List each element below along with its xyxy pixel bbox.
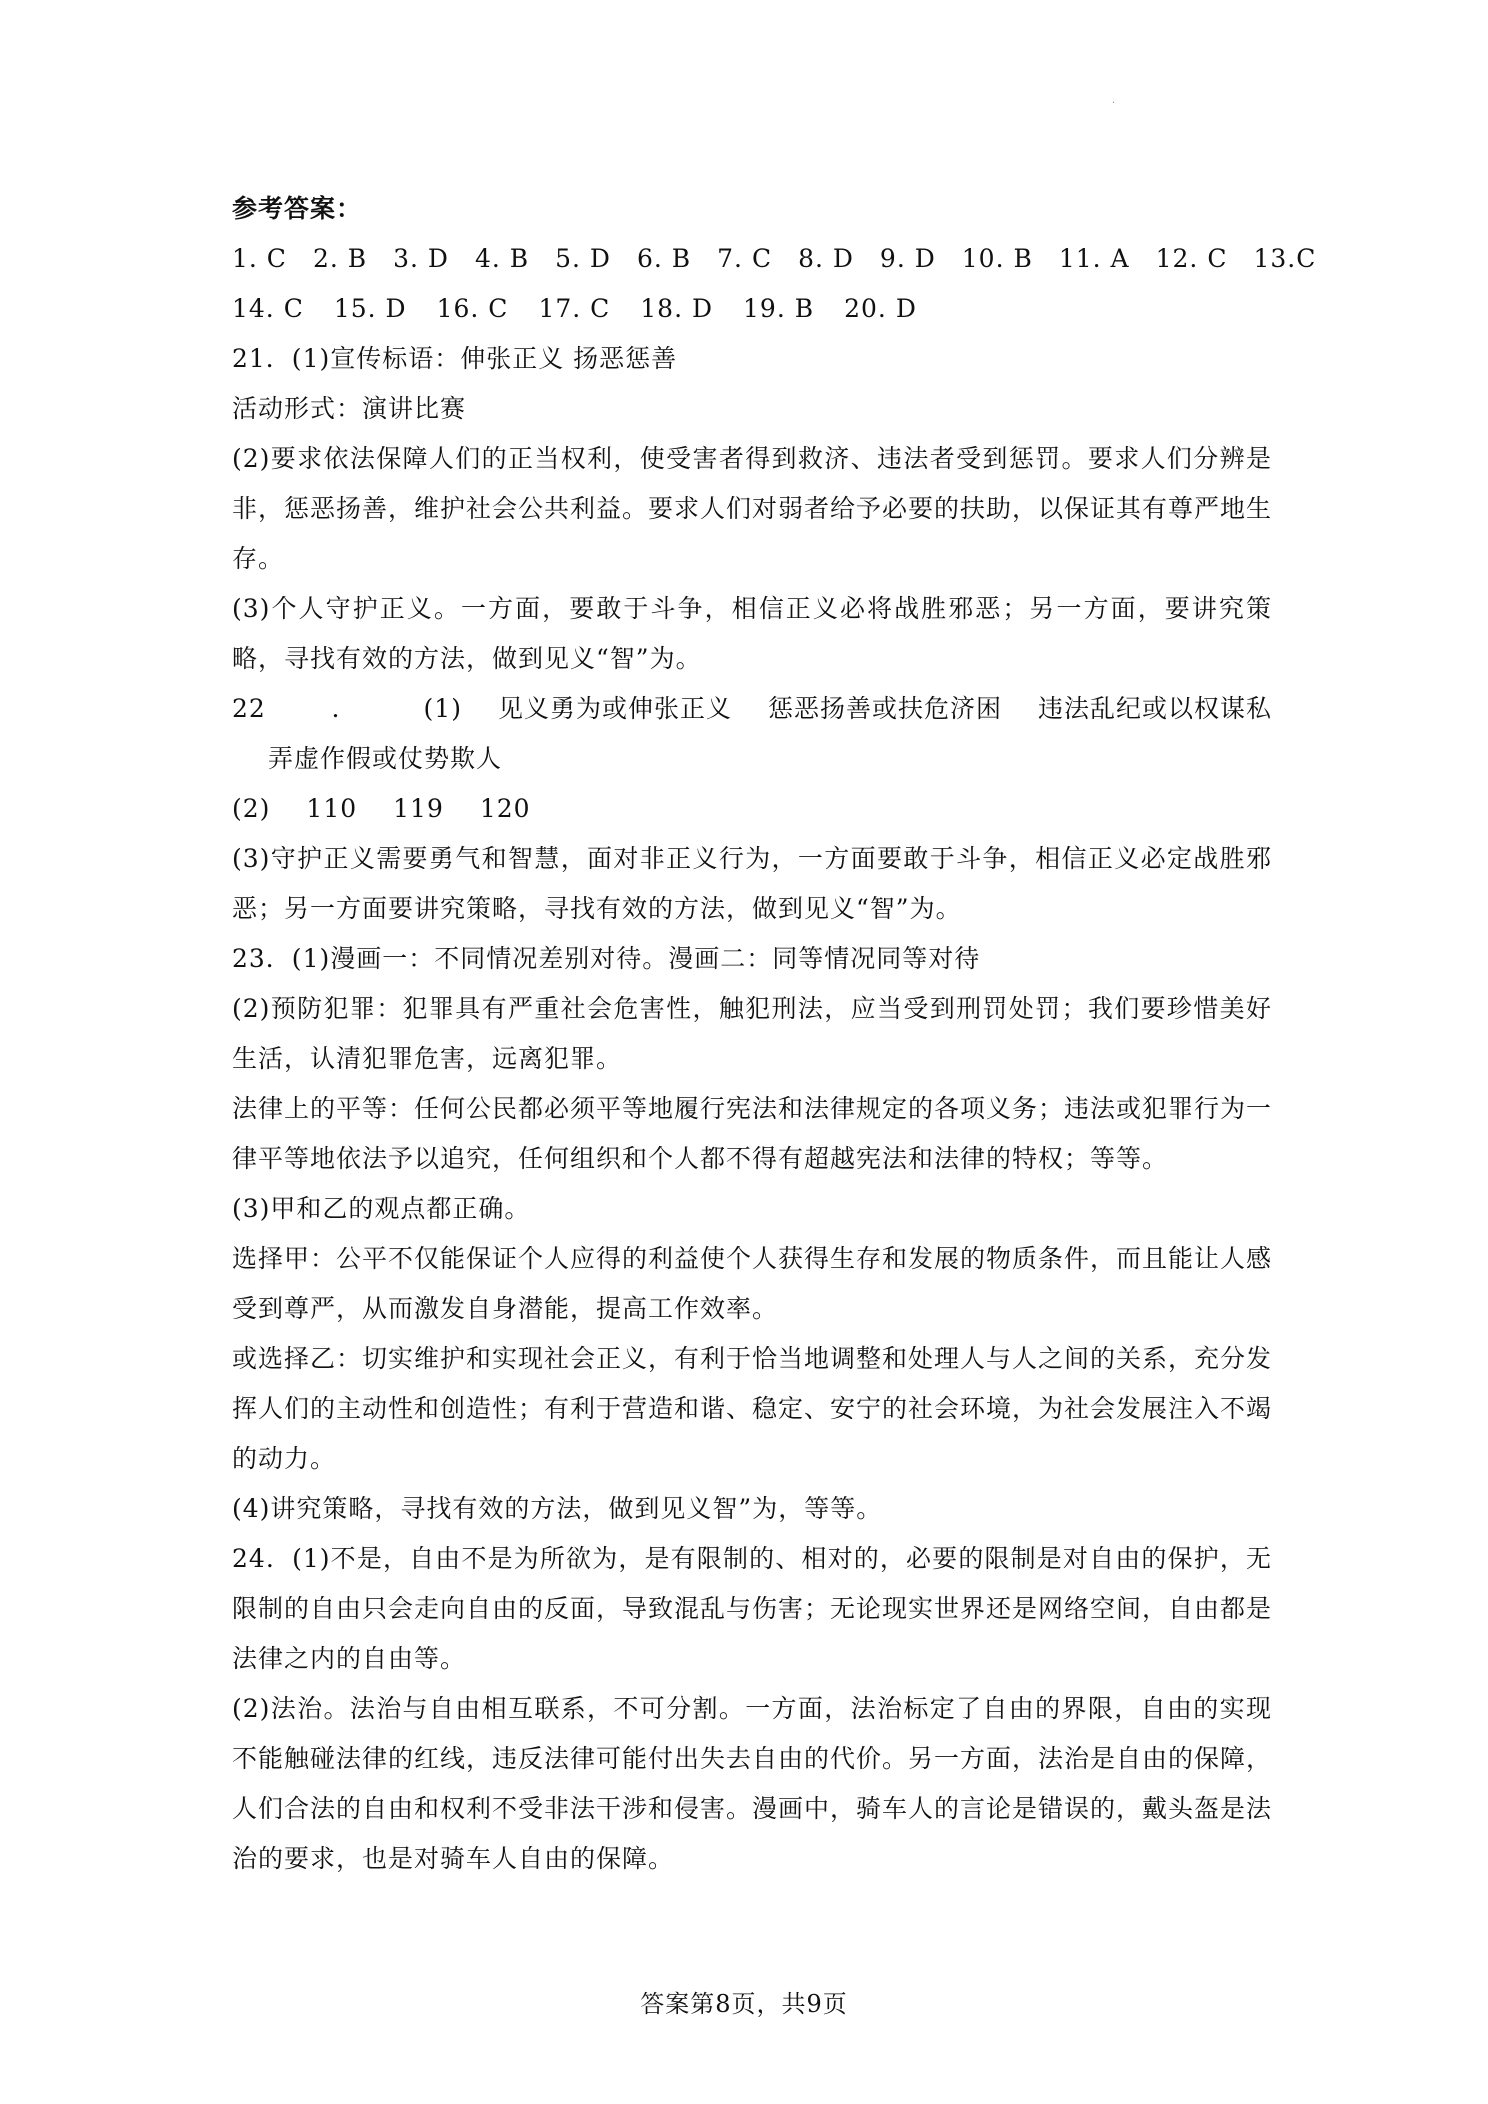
- mcq-answer: 12. C: [1155, 244, 1228, 273]
- mcq-answer: 5. D: [555, 244, 611, 273]
- q23-part2: (2)预防犯罪：犯罪具有严重社会危害性，触犯刑法，应当受到刑罚处罚；我们要珍惜美好生活，认清犯罪危害，远离犯罪。: [232, 994, 1272, 1073]
- q21-part1-activity: 活动形式：演讲比赛: [232, 394, 467, 423]
- mcq-answer: 20. D: [844, 294, 917, 323]
- q23-part3-choice-a: 选择甲：公平不仅能保证个人应得的利益使个人获得生存和发展的物质条件，而且能让人感受到尊严，从而激发自身潜能，提高工作效率。: [232, 1244, 1273, 1323]
- answers-heading: 参考答案：: [232, 194, 363, 223]
- mcq-answer: 3. D: [393, 244, 449, 273]
- q24-part1: 24．(1)不是，自由不是为所欲为，是有限制的、相对的，必要的限制是对自由的保护，无限制的自由只会走向自由的反面，导致混乱与伤害；无论现实世界还是网络空间，自由都是法律之内的自由等。: [232, 1544, 1273, 1673]
- mcq-answer: 1. C: [232, 244, 287, 273]
- q22-part2: [232, 784, 1272, 834]
- q23-part2-equality: 法律上的平等：任何公民都必须平等地履行宪法和法律规定的各项义务；违法或犯罪行为一律平等地依法予以追究，任何组织和个人都不得有超越宪法和法律的特权；等等。: [232, 1094, 1273, 1173]
- mcq-answer: 18. D: [640, 294, 714, 323]
- q22-part1-label: 22．(1): [232, 694, 462, 723]
- q22-part3: (3)守护正义需要勇气和智慧，面对非正义行为，一方面要敢于斗争，相信正义必定战胜邪恶；另一方面要讲究策略，寻找有效的方法，做到见义“智”为。: [232, 844, 1272, 923]
- q23-part1: 23．(1)漫画一：不同情况差别对待。漫画二：同等情况同等对待: [232, 944, 981, 973]
- q22-phone-number: 119: [393, 794, 444, 823]
- q22-blank-answer: 弄虚作假或仗势欺人: [268, 744, 503, 773]
- q23-part4: (4)讲究策略，寻找有效的方法，做到见义智”为，等等。: [232, 1494, 883, 1523]
- mcq-answers-row-2: [232, 284, 1272, 334]
- mcq-answer: 19. B: [743, 294, 815, 323]
- answer-content: [232, 184, 1317, 1884]
- mcq-answer: 4. B: [474, 244, 530, 273]
- scan-dot: ·: [1112, 98, 1116, 109]
- q21-part3: (3)个人守护正义。一方面，要敢于斗争，相信正义必将战胜邪恶；另一方面，要讲究策略，寻找有效的方法，做到见义“智”为。: [232, 594, 1272, 673]
- q23-part3-choice-b: 或选择乙：切实维护和实现社会正义，有利于恰当地调整和处理人与人之间的关系，充分发挥人们的主动性和创造性；有利于营造和谐、稳定、安宁的社会环境，为社会发展注入不竭的动力。: [232, 1344, 1273, 1473]
- mcq-answer: 8. D: [798, 244, 854, 273]
- q22-blank-answer: 违法乱纪或以权谋私: [1037, 694, 1272, 723]
- mcq-answer: 2. B: [312, 244, 368, 273]
- q22-phone-number: 120: [479, 794, 531, 823]
- q22-phone-number: 110: [306, 794, 358, 823]
- mcq-answer: 13.C: [1253, 244, 1317, 273]
- mcq-answer: 9. D: [879, 244, 936, 273]
- mcq-answer: 16. C: [436, 294, 509, 323]
- mcq-answer: 17. C: [538, 294, 611, 323]
- mcq-answers-row-1: [232, 234, 1317, 284]
- q22-blank-answer: 惩恶扬善或扶危济困: [767, 694, 1002, 723]
- mcq-answer: 7. C: [717, 244, 773, 273]
- q22-part1: [232, 684, 1272, 784]
- q23-part3: (3)甲和乙的观点都正确。: [232, 1194, 531, 1223]
- mcq-answer: 10. B: [961, 244, 1033, 273]
- mcq-answer: 15. D: [333, 294, 407, 323]
- page-footer: 答案第8页，共9页: [640, 1990, 848, 2018]
- mcq-answer: 6. B: [636, 244, 692, 273]
- mcq-answer: 14. C: [232, 294, 304, 323]
- q22-blank-answer: 见义勇为或伸张正义: [497, 694, 732, 723]
- q21-part2: (2)要求依法保障人们的正当权利，使受害者得到救济、违法者受到惩罚。要求人们分辨是非，惩恶扬善，维护社会公共利益。要求人们对弱者给予必要的扶助，以保证其有尊严地生存。: [232, 444, 1273, 573]
- q24-part2: (2)法治。法治与自由相互联系，不可分割。一方面，法治标定了自由的界限，自由的实现不能触碰法律的红线，违反法律可能付出失去自由的代价。另一方面，法治是自由的保障，人们合法的自由和权利不受非法干涉和侵害。漫画中，骑车人的言论是错误的，戴头盔是法治的要求，也是对骑车人自由的保障。: [232, 1694, 1273, 1873]
- mcq-answer: 11. A: [1058, 244, 1130, 273]
- q22-part2-label: (2): [232, 794, 271, 823]
- q21-part1-slogan: 21．(1)宣传标语：伸张正义 扬恶惩善: [232, 344, 678, 373]
